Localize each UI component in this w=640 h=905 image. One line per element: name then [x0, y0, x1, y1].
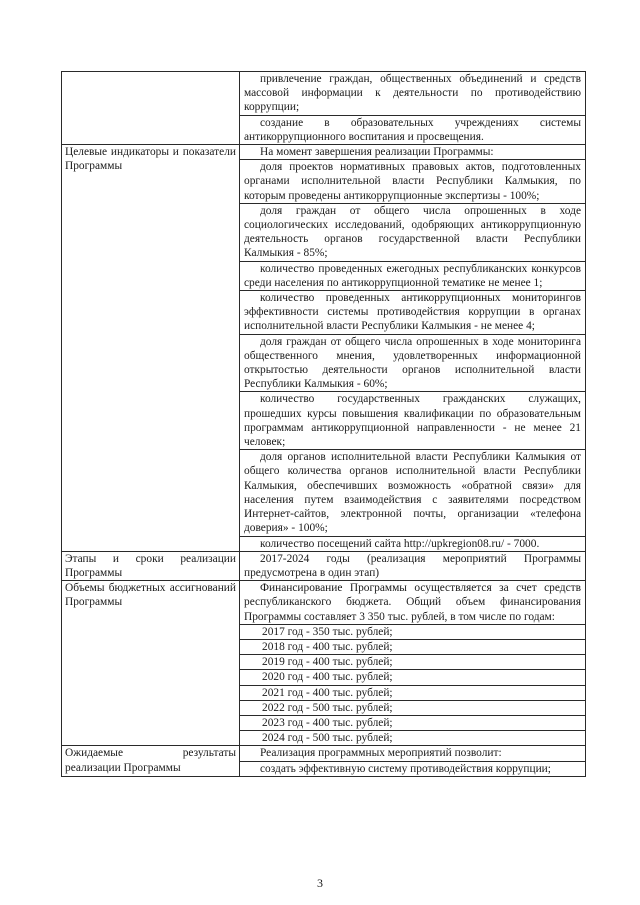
list-item: Реализация программных мероприятий позволит: [240, 746, 585, 761]
list-item: доля граждан от общего числа опрошенных в ходе мониторинга общественного мнения, удовлетворенных информационной открытостью деятельности органов исполнительной власти Республики Калмыкия - 60%; [240, 335, 585, 393]
year-item: 2018 год - 400 тыс. рублей; [240, 640, 585, 655]
table-row [62, 145, 586, 552]
list-item: количество проведенных антикоррупционных мониторингов эффективности системы противодействия коррупции в органах исполнительной власти Республики Калмыкия - не менее 4; [240, 291, 585, 335]
year-item: 2024 год - 500 тыс. рублей; [262, 732, 393, 745]
row-label: Этапы и сроки реализации Программы [62, 551, 240, 580]
list-item: создание в образовательных учреждениях системы антикоррупционного воспитания и просвещения. [244, 116, 581, 143]
list-item: привлечение граждан, общественных объединений и средств массовой информации к деятельности по противодействию коррупции; [240, 72, 585, 116]
table-row [62, 746, 586, 776]
table-row [62, 581, 586, 746]
table-row [62, 551, 586, 580]
year-item: 2017 год - 350 тыс. рублей; [240, 625, 585, 640]
list-item: Финансирование Программы осуществляется за счет средств республиканского бюджета. Общий объем финансирования Программы составляет 3 350 тыс. рублей, в том числе по годам: [240, 581, 585, 625]
list-item: количество государственных гражданских служащих, прошедших курсы повышения квалификации по образовательным программам антикоррупционной направленности - не менее 21 человек; [240, 392, 585, 450]
list-item: доля проектов нормативных правовых актов, подготовленных органами исполнительной власти Республики Калмыкия, по которым проведены антикоррупционные экспертизы - 100%; [240, 160, 585, 204]
list-item: 2017-2024 годы (реализация мероприятий Программы предусмотрена в один этап) [244, 552, 581, 579]
list-item: доля граждан от общего числа опрошенных в ходе социологических исследований, одобряющих антикоррупционную деятельность органов государственной власти Республики Калмыкия - 85%; [240, 204, 585, 262]
row-label [62, 72, 240, 145]
year-item: 2021 год - 400 тыс. рублей; [240, 686, 585, 701]
page-number: 3 [317, 876, 323, 890]
row-content [240, 145, 586, 552]
list-item: количество проведенных ежегодных республиканских конкурсов среди населения по антикоррупционной тематике не менее 1; [240, 262, 585, 291]
year-item: 2019 год - 400 тыс. рублей; [240, 655, 585, 670]
year-item: 2022 год - 500 тыс. рублей; [240, 701, 585, 716]
row-label: Целевые индикаторы и показатели Программы [62, 145, 240, 552]
row-content [240, 581, 586, 746]
list-item: создать эффективную систему противодействия коррупции; [260, 762, 551, 775]
list-item: доля органов исполнительной власти Республики Калмыкия от общего количества органов исполнительной власти Республики Калмыкия, обеспечивших возможность «обратной связи» для населения путем взаимодействия с заявителями посредством Интернет-сайтов, электронной почты, организации «телефона доверия» - 100%; [240, 450, 585, 536]
row-content [240, 746, 586, 776]
list-item: количество посещений сайта http://upkregion08.ru/ - 7000. [260, 537, 540, 550]
table-row [62, 72, 586, 145]
passport-table [61, 71, 586, 777]
row-label: Ожидаемые результаты реализации Программы [62, 746, 240, 776]
list-item: На момент завершения реализации Программы: [240, 145, 585, 160]
row-content [240, 551, 586, 580]
year-item: 2023 год - 400 тыс. рублей; [240, 716, 585, 731]
year-item: 2020 год - 400 тыс. рублей; [240, 670, 585, 685]
row-content [240, 72, 586, 145]
row-label: Объемы бюджетных ассигнований Программы [62, 581, 240, 746]
